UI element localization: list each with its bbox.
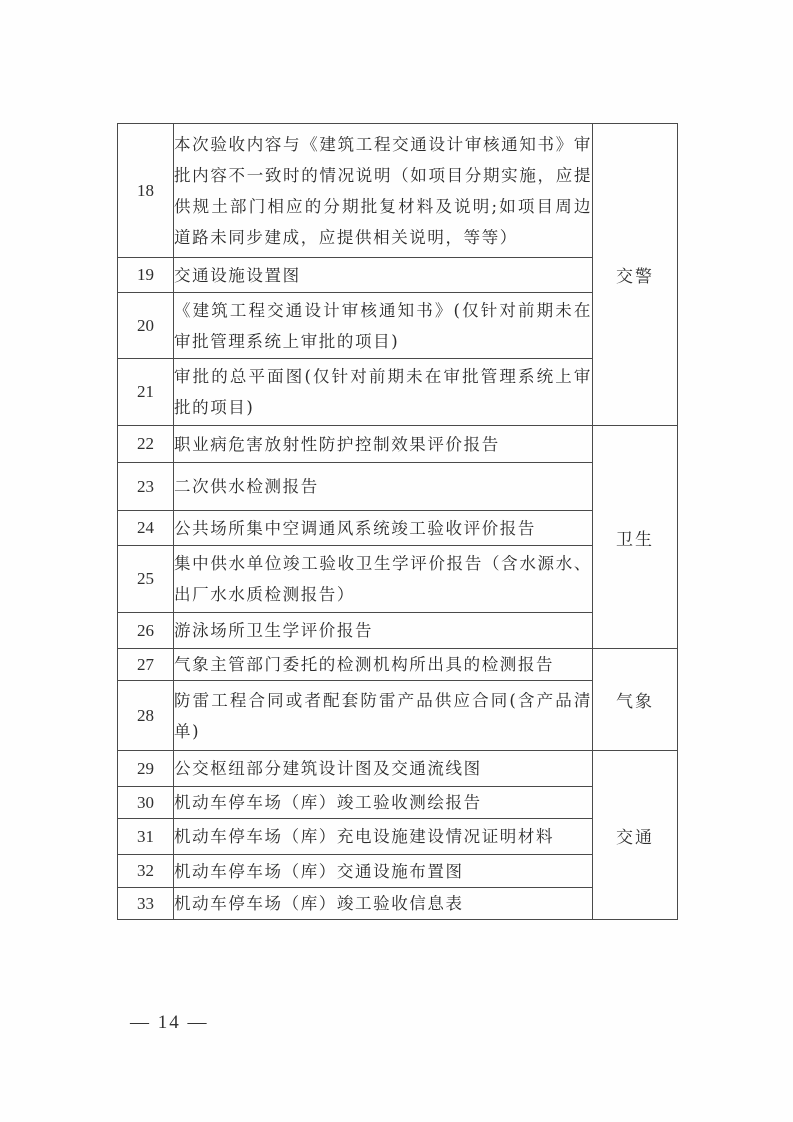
row-item: 机动车停车场（库）充电设施建设情况证明材料 <box>174 819 593 855</box>
dept-cell-meteorology: 气象 <box>593 649 678 751</box>
row-item: 机动车停车场（库）交通设施布置图 <box>174 855 593 888</box>
row-number: 24 <box>118 511 174 546</box>
row-item: 机动车停车场（库）竣工验收信息表 <box>174 888 593 920</box>
row-number: 25 <box>118 546 174 613</box>
row-item: 公交枢纽部分建筑设计图及交通流线图 <box>174 751 593 787</box>
row-item: 本次验收内容与《建筑工程交通设计审核通知书》审批内容不一致时的情况说明（如项目分期实施，应提供规土部门相应的分期批复材料及说明;如项目周边道路未同步建成，应提供相关说明，等等） <box>174 124 593 258</box>
table-row <box>118 649 678 681</box>
row-item: 游泳场所卫生学评价报告 <box>174 613 593 649</box>
row-item: 二次供水检测报告 <box>174 463 593 511</box>
row-item: 气象主管部门委托的检测机构所出具的检测报告 <box>174 649 593 681</box>
table-row <box>118 124 678 258</box>
table-row <box>118 751 678 787</box>
row-number: 18 <box>118 124 174 258</box>
requirements-table <box>117 123 678 920</box>
row-number: 31 <box>118 819 174 855</box>
row-item: 审批的总平面图(仅针对前期未在审批管理系统上审批的项目) <box>174 359 593 426</box>
dept-cell-health: 卫生 <box>593 426 678 649</box>
row-item: 职业病危害放射性防护控制效果评价报告 <box>174 426 593 463</box>
row-item: 防雷工程合同或者配套防雷产品供应合同(含产品清单) <box>174 681 593 751</box>
row-item: 《建筑工程交通设计审核通知书》(仅针对前期未在审批管理系统上审批的项目) <box>174 293 593 359</box>
table-row <box>118 426 678 463</box>
row-number: 29 <box>118 751 174 787</box>
row-item: 机动车停车场（库）竣工验收测绘报告 <box>174 787 593 819</box>
row-number: 32 <box>118 855 174 888</box>
dept-cell-traffic-police: 交警 <box>593 124 678 426</box>
row-item: 公共场所集中空调通风系统竣工验收评价报告 <box>174 511 593 546</box>
row-number: 20 <box>118 293 174 359</box>
row-number: 33 <box>118 888 174 920</box>
page-number: — 14 — <box>130 1012 209 1033</box>
row-item: 交通设施设置图 <box>174 258 593 293</box>
dept-cell-transportation: 交通 <box>593 751 678 920</box>
row-number: 22 <box>118 426 174 463</box>
row-number: 28 <box>118 681 174 751</box>
row-number: 21 <box>118 359 174 426</box>
row-number: 26 <box>118 613 174 649</box>
row-number: 30 <box>118 787 174 819</box>
row-number: 23 <box>118 463 174 511</box>
row-item: 集中供水单位竣工验收卫生学评价报告（含水源水、出厂水水质检测报告） <box>174 546 593 613</box>
row-number: 19 <box>118 258 174 293</box>
row-number: 27 <box>118 649 174 681</box>
